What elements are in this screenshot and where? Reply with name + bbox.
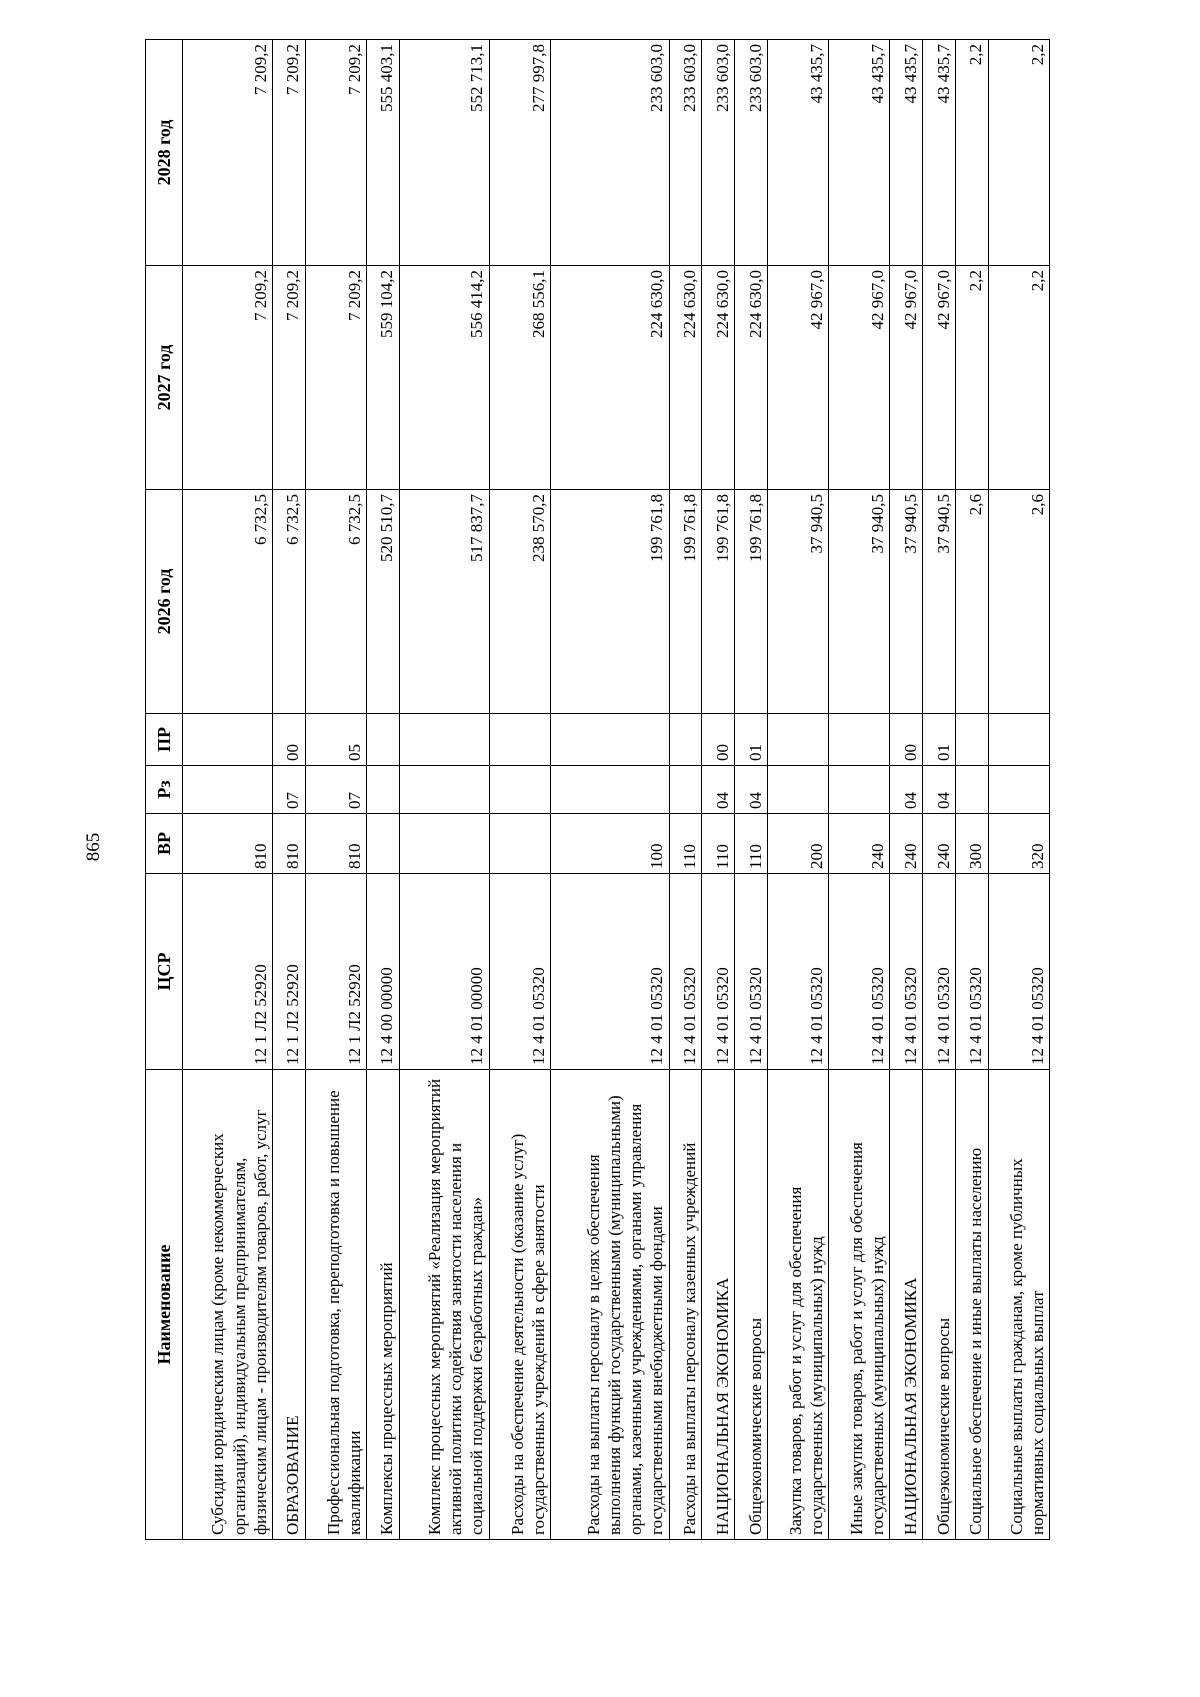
row-vr: 240: [829, 814, 890, 874]
row-2027: 42 967,0: [829, 266, 890, 490]
header-pr: ПР: [146, 714, 183, 766]
row-2028: 277 997,8: [489, 40, 550, 266]
row-rz: 04: [890, 766, 923, 814]
row-2027: 7 209,2: [273, 266, 306, 490]
row-name: Иные закупки товаров, работ и услуг для обеспечения государственных (муниципальных) нужд: [829, 1070, 890, 1540]
row-vr: 110: [735, 814, 768, 874]
row-rz: 07: [273, 766, 306, 814]
row-csr: 12 4 01 05320: [988, 874, 1049, 1070]
row-rz: [669, 766, 702, 814]
row-2026: 6 732,5: [273, 490, 306, 714]
row-2026: 2,6: [988, 490, 1049, 714]
row-2028: 233 603,0: [702, 40, 735, 266]
table-row: [367, 40, 400, 1540]
row-name: Субсидии юридическим лицам (кроме некоммерческих организаций), индивидуальным предпринимателям, физическим лицам - производителям товаров, работ, услуг: [183, 1070, 273, 1540]
row-csr: 12 4 01 05320: [890, 874, 923, 1070]
row-2028: 43 435,7: [923, 40, 956, 266]
row-vr: 320: [988, 814, 1049, 874]
table-row: [890, 40, 923, 1540]
row-pr: 05: [305, 714, 366, 766]
table-row: [183, 40, 273, 1540]
row-2028: 7 209,2: [305, 40, 366, 266]
row-pr: 01: [923, 714, 956, 766]
row-name: Социальные выплаты гражданам, кроме публичных нормативных социальных выплат: [988, 1070, 1049, 1540]
row-2026: 6 732,5: [305, 490, 366, 714]
row-2028: 552 713,1: [399, 40, 489, 266]
row-2028: 233 603,0: [735, 40, 768, 266]
row-2026: 6 732,5: [183, 490, 273, 714]
row-csr: 12 4 01 00000: [399, 874, 489, 1070]
row-vr: 240: [890, 814, 923, 874]
row-pr: [829, 714, 890, 766]
row-name: Расходы на выплаты персоналу казенных учреждений: [669, 1070, 702, 1540]
row-pr: 01: [735, 714, 768, 766]
row-2027: 42 967,0: [923, 266, 956, 490]
row-vr: 200: [767, 814, 828, 874]
row-2028: 2,2: [955, 40, 988, 266]
table-row: [669, 40, 702, 1540]
header-csr: ЦСР: [146, 874, 183, 1070]
row-csr: 12 4 01 05320: [923, 874, 956, 1070]
row-pr: [955, 714, 988, 766]
table-row: [702, 40, 735, 1540]
row-2026: 2,6: [955, 490, 988, 714]
header-row: [146, 40, 183, 1540]
table-row: [829, 40, 890, 1540]
table-row: [489, 40, 550, 1540]
row-2027: 42 967,0: [767, 266, 828, 490]
row-name: Комплексы процессных мероприятий: [367, 1070, 400, 1540]
row-name: Расходы на выплаты персоналу в целях обеспечения выполнения функций государственными (муниципальными) органами, казенными учреждениями, органами управления государственными внебюджетными фондами: [551, 1070, 670, 1540]
row-2028: 555 403,1: [367, 40, 400, 266]
row-rz: 04: [735, 766, 768, 814]
row-2026: 37 940,5: [767, 490, 828, 714]
table-body: [183, 40, 1050, 1540]
row-2026: 238 570,2: [489, 490, 550, 714]
row-name: Закупка товаров, работ и услуг для обеспечения государственных (муниципальных) нужд: [767, 1070, 828, 1540]
row-2026: 199 761,8: [669, 490, 702, 714]
row-2026: 37 940,5: [829, 490, 890, 714]
row-vr: 810: [183, 814, 273, 874]
row-rz: [551, 766, 670, 814]
row-csr: 12 1 Л2 52920: [273, 874, 306, 1070]
row-csr: 12 4 01 05320: [702, 874, 735, 1070]
row-2027: 42 967,0: [890, 266, 923, 490]
row-vr: 110: [669, 814, 702, 874]
row-csr: 12 4 01 05320: [955, 874, 988, 1070]
row-2027: 556 414,2: [399, 266, 489, 490]
budget-table: [145, 39, 1050, 1540]
table-row: [988, 40, 1049, 1540]
row-2027: 268 556,1: [489, 266, 550, 490]
row-pr: [767, 714, 828, 766]
row-name: НАЦИОНАЛЬНАЯ ЭКОНОМИКА: [702, 1070, 735, 1540]
row-pr: [988, 714, 1049, 766]
table-row: [923, 40, 956, 1540]
header-rz: Рз: [146, 766, 183, 814]
row-rz: [367, 766, 400, 814]
row-csr: 12 4 00 00000: [367, 874, 400, 1070]
table-row: [735, 40, 768, 1540]
table-row: [399, 40, 489, 1540]
row-pr: [551, 714, 670, 766]
row-csr: 12 4 01 05320: [489, 874, 550, 1070]
row-2028: 2,2: [988, 40, 1049, 266]
row-pr: 00: [890, 714, 923, 766]
header-vr: ВР: [146, 814, 183, 874]
row-pr: [367, 714, 400, 766]
row-csr: 12 4 01 05320: [669, 874, 702, 1070]
row-rz: 04: [702, 766, 735, 814]
row-vr: [399, 814, 489, 874]
row-vr: 240: [923, 814, 956, 874]
row-rz: 07: [305, 766, 366, 814]
row-2028: 43 435,7: [890, 40, 923, 266]
row-rz: [183, 766, 273, 814]
table-row: [955, 40, 988, 1540]
row-pr: [399, 714, 489, 766]
row-pr: 00: [702, 714, 735, 766]
row-2027: 224 630,0: [669, 266, 702, 490]
row-csr: 12 4 01 05320: [829, 874, 890, 1070]
row-rz: [767, 766, 828, 814]
header-2026: 2026 год: [146, 490, 183, 714]
row-2027: 224 630,0: [702, 266, 735, 490]
table-row: [767, 40, 828, 1540]
row-2027: 2,2: [988, 266, 1049, 490]
row-rz: [829, 766, 890, 814]
row-pr: 00: [273, 714, 306, 766]
row-vr: 300: [955, 814, 988, 874]
row-2027: 224 630,0: [551, 266, 670, 490]
row-2027: 224 630,0: [735, 266, 768, 490]
row-2028: 233 603,0: [669, 40, 702, 266]
row-pr: [183, 714, 273, 766]
page-number: 865: [83, 832, 104, 862]
row-2026: 517 837,7: [399, 490, 489, 714]
row-2026: 37 940,5: [890, 490, 923, 714]
table-row: [273, 40, 306, 1540]
row-name: Общеэкономические вопросы: [923, 1070, 956, 1540]
row-2026: 37 940,5: [923, 490, 956, 714]
row-vr: 100: [551, 814, 670, 874]
row-csr: 12 1 Л2 52920: [183, 874, 273, 1070]
rotated-page: [145, 40, 1050, 1540]
row-name: ОБРАЗОВАНИЕ: [273, 1070, 306, 1540]
row-rz: 04: [923, 766, 956, 814]
row-2026: 520 510,7: [367, 490, 400, 714]
header-2028: 2028 год: [146, 40, 183, 266]
row-rz: [489, 766, 550, 814]
row-rz: [399, 766, 489, 814]
row-2027: 7 209,2: [305, 266, 366, 490]
row-pr: [669, 714, 702, 766]
table-row: [551, 40, 670, 1540]
row-csr: 12 4 01 05320: [735, 874, 768, 1070]
header-2027: 2027 год: [146, 266, 183, 490]
row-csr: 12 1 Л2 52920: [305, 874, 366, 1070]
row-name: Комплекс процессных мероприятий «Реализация мероприятий активной политики содействия занятости населения и социальной поддержки безработных граждан»: [399, 1070, 489, 1540]
row-2028: 43 435,7: [829, 40, 890, 266]
row-pr: [489, 714, 550, 766]
row-2028: 43 435,7: [767, 40, 828, 266]
header-name: Наименование: [146, 1070, 183, 1540]
row-2026: 199 761,8: [551, 490, 670, 714]
row-name: Общеэкономические вопросы: [735, 1070, 768, 1540]
row-csr: 12 4 01 05320: [551, 874, 670, 1070]
row-name: Социальное обеспечение и иные выплаты населению: [955, 1070, 988, 1540]
row-vr: [367, 814, 400, 874]
row-vr: [489, 814, 550, 874]
row-rz: [955, 766, 988, 814]
row-2027: 2,2: [955, 266, 988, 490]
row-2027: 559 104,2: [367, 266, 400, 490]
row-name: Профессиональная подготовка, переподготовка и повышение квалификации: [305, 1070, 366, 1540]
row-csr: 12 4 01 05320: [767, 874, 828, 1070]
row-2026: 199 761,8: [735, 490, 768, 714]
row-vr: 810: [305, 814, 366, 874]
row-2027: 7 209,2: [183, 266, 273, 490]
row-2026: 199 761,8: [702, 490, 735, 714]
row-2028: 233 603,0: [551, 40, 670, 266]
row-rz: [988, 766, 1049, 814]
row-name: НАЦИОНАЛЬНАЯ ЭКОНОМИКА: [890, 1070, 923, 1540]
row-vr: 810: [273, 814, 306, 874]
row-2028: 7 209,2: [183, 40, 273, 266]
row-name: Расходы на обеспечение деятельности (оказание услуг) государственных учреждений в сфере занятости: [489, 1070, 550, 1540]
row-2028: 7 209,2: [273, 40, 306, 266]
row-vr: 110: [702, 814, 735, 874]
table-row: [305, 40, 366, 1540]
